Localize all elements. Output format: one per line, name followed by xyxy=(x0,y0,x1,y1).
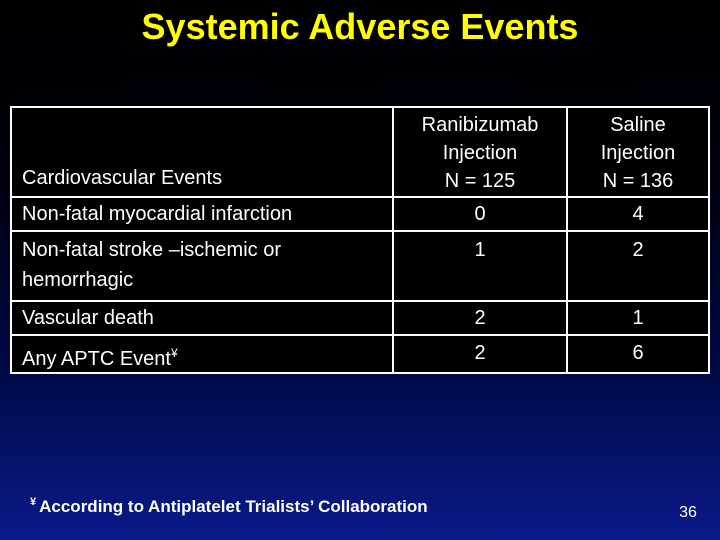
table-cell-value xyxy=(394,336,566,372)
yen-footnote-mark: ¥ xyxy=(170,346,178,360)
row-aptc-saline: 6 xyxy=(632,342,644,364)
row-stroke-saline: 2 xyxy=(632,239,644,261)
header-cell-ranibizumab xyxy=(394,108,566,196)
header-label-events: Cardiovascular Events xyxy=(22,167,223,189)
header-ranibizumab-line1: Ranibizumab xyxy=(421,114,539,136)
header-ranibizumab-line3: N = 125 xyxy=(444,170,516,192)
row-label-aptc: Any APTC Event xyxy=(22,348,171,370)
footnote-mark: ¥ xyxy=(30,496,37,508)
table-cell-value xyxy=(568,336,708,372)
page-number: 36 xyxy=(679,504,697,521)
table-cell-value xyxy=(568,232,708,300)
table-row-label xyxy=(12,336,392,372)
header-saline-line1: Saline xyxy=(610,114,666,136)
row-mi-ranibizumab: 0 xyxy=(474,203,486,225)
row-label-stroke-line1: Non-fatal stroke –ischemic or xyxy=(22,239,281,261)
header-ranibizumab-line2: Injection xyxy=(442,142,518,164)
header-cell-events xyxy=(12,108,392,196)
header-saline-line2: Injection xyxy=(600,142,676,164)
table-row-label xyxy=(12,198,392,230)
table-cell-value xyxy=(568,198,708,230)
footnote-text: According to Antiplatelet Trialists’ Collaboration xyxy=(39,497,428,516)
slide-title: Systemic Adverse Events xyxy=(141,6,579,47)
row-stroke-ranibizumab: 1 xyxy=(474,239,486,261)
table-cell-value xyxy=(394,302,566,334)
table-cell-value xyxy=(394,198,566,230)
table-row-label xyxy=(12,232,392,300)
table-cell-value xyxy=(568,302,708,334)
row-mi-saline: 4 xyxy=(632,203,644,225)
footnote xyxy=(30,496,428,517)
adverse-events-table xyxy=(10,106,710,374)
header-saline-line3: N = 136 xyxy=(602,170,674,192)
row-label-stroke-line2: hemorrhagic xyxy=(22,269,134,291)
header-cell-saline xyxy=(568,108,708,196)
table-row-label xyxy=(12,302,392,334)
row-aptc-ranibizumab: 2 xyxy=(474,342,486,364)
row-vascular-saline: 1 xyxy=(632,307,644,329)
table-cell-value xyxy=(394,232,566,300)
row-label-mi: Non-fatal myocardial infarction xyxy=(22,203,293,225)
row-label-vascular-death: Vascular death xyxy=(22,307,154,329)
row-vascular-ranibizumab: 2 xyxy=(474,307,486,329)
